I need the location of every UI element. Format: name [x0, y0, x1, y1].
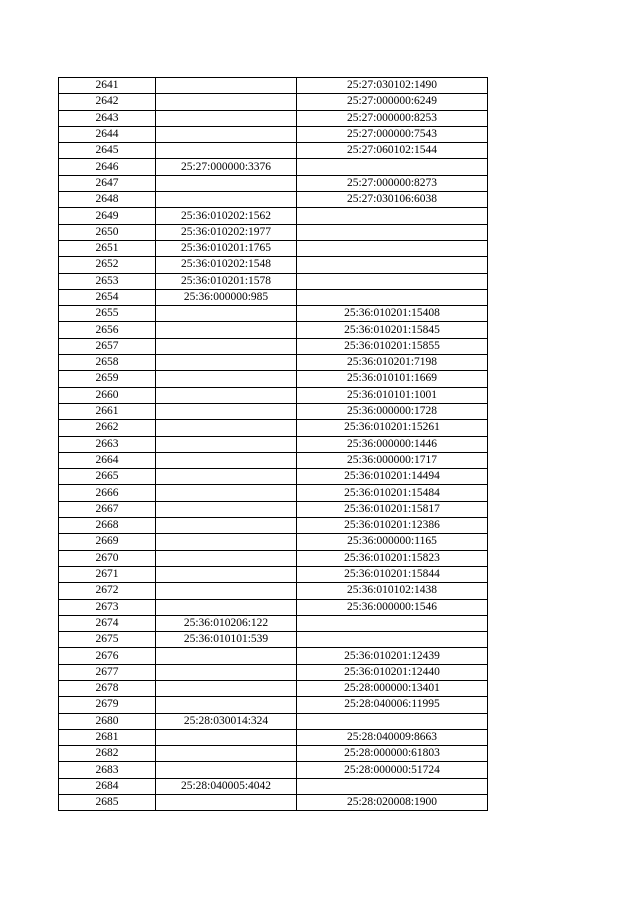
table-row	[59, 632, 488, 648]
cadastral-number-cell-a	[156, 534, 297, 550]
table-row	[59, 648, 488, 664]
row-number-cell: 2656	[59, 322, 156, 338]
cadastral-number-cell-a	[156, 518, 297, 534]
table-row	[59, 371, 488, 387]
cadastral-number-cell-a	[156, 501, 297, 517]
cadastral-number-cell-a: 25:36:010202:1548	[156, 257, 297, 273]
cadastral-number-cell-b: 25:27:000000:8273	[297, 175, 488, 191]
row-number-cell: 2671	[59, 566, 156, 582]
cadastral-number-cell-b	[297, 257, 488, 273]
cadastral-number-cell-b: 25:36:010102:1438	[297, 583, 488, 599]
cadastral-number-cell-a	[156, 469, 297, 485]
table-row	[59, 126, 488, 142]
row-number-cell: 2683	[59, 762, 156, 778]
row-number-cell: 2651	[59, 240, 156, 256]
cadastral-number-cell-a	[156, 94, 297, 110]
cadastral-number-cell-b: 25:36:010201:12386	[297, 518, 488, 534]
row-number-cell: 2673	[59, 599, 156, 615]
cadastral-number-cell-b	[297, 273, 488, 289]
cadastral-number-cell-b: 25:27:000000:7543	[297, 126, 488, 142]
cadastral-number-cell-b: 25:36:010201:15823	[297, 550, 488, 566]
cadastral-number-cell-b: 25:36:000000:1165	[297, 534, 488, 550]
table-row	[59, 322, 488, 338]
table-row	[59, 110, 488, 126]
cadastral-number-cell-b	[297, 713, 488, 729]
table-row	[59, 518, 488, 534]
cadastral-number-cell-b	[297, 632, 488, 648]
cadastral-number-cell-a: 25:28:030014:324	[156, 713, 297, 729]
row-number-cell: 2670	[59, 550, 156, 566]
cadastral-number-cell-b: 25:36:000000:1728	[297, 403, 488, 419]
cadastral-number-cell-b: 25:28:000000:13401	[297, 680, 488, 696]
table-row	[59, 762, 488, 778]
cadastral-number-cell-b	[297, 615, 488, 631]
cadastral-number-cell-a	[156, 436, 297, 452]
cadastral-number-cell-b: 25:27:000000:6249	[297, 94, 488, 110]
cadastral-number-cell-b: 25:36:000000:1717	[297, 452, 488, 468]
cadastral-number-cell-b: 25:27:060102:1544	[297, 143, 488, 159]
table-row	[59, 746, 488, 762]
cadastral-number-cell-a: 25:36:010202:1562	[156, 208, 297, 224]
table-body	[59, 78, 488, 811]
cadastral-number-cell-b: 25:36:010201:15261	[297, 420, 488, 436]
cadastral-number-cell-b: 25:36:010101:1001	[297, 387, 488, 403]
cadastral-number-cell-a	[156, 355, 297, 371]
row-number-cell: 2662	[59, 420, 156, 436]
cadastral-number-cell-b: 25:28:040009:8663	[297, 729, 488, 745]
row-number-cell: 2667	[59, 501, 156, 517]
cadastral-number-cell-b: 25:28:040006:11995	[297, 697, 488, 713]
table-row	[59, 550, 488, 566]
table-row	[59, 403, 488, 419]
cadastral-number-cell-a	[156, 110, 297, 126]
table-row	[59, 208, 488, 224]
row-number-cell: 2674	[59, 615, 156, 631]
cadastral-number-cell-a	[156, 680, 297, 696]
cadastral-number-cell-a	[156, 175, 297, 191]
row-number-cell: 2660	[59, 387, 156, 403]
cadastral-number-cell-b: 25:36:000000:1546	[297, 599, 488, 615]
cadastral-number-cell-a	[156, 452, 297, 468]
table-row	[59, 94, 488, 110]
table-row	[59, 501, 488, 517]
cadastral-number-cell-b: 25:27:030102:1490	[297, 78, 488, 94]
cadastral-number-cell-a	[156, 566, 297, 582]
row-number-cell: 2676	[59, 648, 156, 664]
table-row	[59, 583, 488, 599]
table-row	[59, 713, 488, 729]
cadastral-number-cell-a	[156, 306, 297, 322]
cadastral-number-cell-b: 25:36:010201:15855	[297, 338, 488, 354]
row-number-cell: 2679	[59, 697, 156, 713]
table-row	[59, 387, 488, 403]
row-number-cell: 2642	[59, 94, 156, 110]
cadastral-number-cell-b: 25:28:000000:61803	[297, 746, 488, 762]
row-number-cell: 2682	[59, 746, 156, 762]
cadastral-number-cell-b	[297, 208, 488, 224]
cadastral-number-cell-a	[156, 795, 297, 811]
table-row	[59, 436, 488, 452]
cadastral-number-cell-b: 25:36:010201:12439	[297, 648, 488, 664]
cadastral-number-cell-b	[297, 778, 488, 794]
table-row	[59, 452, 488, 468]
cadastral-number-cell-a	[156, 143, 297, 159]
row-number-cell: 2680	[59, 713, 156, 729]
table-row	[59, 306, 488, 322]
cadastral-number-cell-b: 25:36:010201:14494	[297, 469, 488, 485]
cadastral-number-cell-b	[297, 224, 488, 240]
row-number-cell: 2665	[59, 469, 156, 485]
cadastral-number-cell-a: 25:36:010201:1578	[156, 273, 297, 289]
cadastral-number-cell-a	[156, 192, 297, 208]
row-number-cell: 2672	[59, 583, 156, 599]
row-number-cell: 2666	[59, 485, 156, 501]
row-number-cell: 2648	[59, 192, 156, 208]
cadastral-number-cell-a	[156, 550, 297, 566]
table-row	[59, 420, 488, 436]
table-row	[59, 192, 488, 208]
row-number-cell: 2655	[59, 306, 156, 322]
table-row	[59, 615, 488, 631]
cadastral-number-cell-b: 25:27:000000:8253	[297, 110, 488, 126]
table-row	[59, 175, 488, 191]
row-number-cell: 2669	[59, 534, 156, 550]
cadastral-number-cell-a: 25:36:010201:1765	[156, 240, 297, 256]
cadastral-number-cell-b: 25:36:010201:15817	[297, 501, 488, 517]
row-number-cell: 2643	[59, 110, 156, 126]
row-number-cell: 2675	[59, 632, 156, 648]
row-number-cell: 2681	[59, 729, 156, 745]
table-row	[59, 338, 488, 354]
cadastral-number-cell-b: 25:36:010101:1669	[297, 371, 488, 387]
row-number-cell: 2663	[59, 436, 156, 452]
cadastral-number-cell-a	[156, 371, 297, 387]
cadastral-number-cell-a	[156, 583, 297, 599]
cadastral-number-cell-a	[156, 485, 297, 501]
cadastral-number-cell-a	[156, 762, 297, 778]
cadastral-number-cell-a	[156, 338, 297, 354]
table-row	[59, 599, 488, 615]
row-number-cell: 2659	[59, 371, 156, 387]
row-number-cell: 2658	[59, 355, 156, 371]
table-row	[59, 485, 488, 501]
table-row	[59, 355, 488, 371]
table-row	[59, 273, 488, 289]
cadastral-number-cell-b: 25:36:000000:1446	[297, 436, 488, 452]
row-number-cell: 2684	[59, 778, 156, 794]
cadastral-number-cell-b: 25:36:010201:15408	[297, 306, 488, 322]
cadastral-number-cell-b: 25:36:010201:15845	[297, 322, 488, 338]
row-number-cell: 2644	[59, 126, 156, 142]
table-row	[59, 729, 488, 745]
cadastral-number-cell-a: 25:28:040005:4042	[156, 778, 297, 794]
cadastral-number-cell-a	[156, 126, 297, 142]
table-row	[59, 697, 488, 713]
row-number-cell: 2641	[59, 78, 156, 94]
table-row	[59, 159, 488, 175]
row-number-cell: 2685	[59, 795, 156, 811]
table-row	[59, 240, 488, 256]
cadastral-number-cell-a: 25:36:010206:122	[156, 615, 297, 631]
cadastral-number-cell-a: 25:36:000000:985	[156, 289, 297, 305]
cadastral-number-cell-b: 25:28:000000:51724	[297, 762, 488, 778]
table-row	[59, 224, 488, 240]
row-number-cell: 2650	[59, 224, 156, 240]
cadastral-number-cell-b: 25:27:030106:6038	[297, 192, 488, 208]
table-row	[59, 78, 488, 94]
row-number-cell: 2678	[59, 680, 156, 696]
row-number-cell: 2657	[59, 338, 156, 354]
row-number-cell: 2661	[59, 403, 156, 419]
cadastral-number-cell-a	[156, 420, 297, 436]
cadastral-number-cell-a	[156, 322, 297, 338]
cadastral-number-cell-b: 25:36:010201:12440	[297, 664, 488, 680]
cadastral-number-cell-b: 25:36:010201:15484	[297, 485, 488, 501]
row-number-cell: 2654	[59, 289, 156, 305]
cadastral-number-cell-a	[156, 746, 297, 762]
cadastral-number-cell-a	[156, 729, 297, 745]
row-number-cell: 2645	[59, 143, 156, 159]
row-number-cell: 2649	[59, 208, 156, 224]
table-row	[59, 534, 488, 550]
cadastral-number-cell-a: 25:36:010101:539	[156, 632, 297, 648]
row-number-cell: 2677	[59, 664, 156, 680]
table-row	[59, 680, 488, 696]
cadastral-number-cell-b	[297, 240, 488, 256]
row-number-cell: 2652	[59, 257, 156, 273]
row-number-cell: 2653	[59, 273, 156, 289]
cadastral-number-cell-a: 25:27:000000:3376	[156, 159, 297, 175]
table-row	[59, 566, 488, 582]
cadastral-number-cell-a	[156, 664, 297, 680]
cadastral-number-cell-b	[297, 159, 488, 175]
table-row	[59, 143, 488, 159]
cadastral-number-cell-a	[156, 697, 297, 713]
cadastral-number-table	[58, 77, 488, 811]
table-row	[59, 778, 488, 794]
table-row	[59, 289, 488, 305]
row-number-cell: 2664	[59, 452, 156, 468]
table-row	[59, 469, 488, 485]
cadastral-number-cell-a	[156, 599, 297, 615]
table-row	[59, 664, 488, 680]
cadastral-number-cell-b	[297, 289, 488, 305]
row-number-cell: 2668	[59, 518, 156, 534]
cadastral-number-cell-a	[156, 387, 297, 403]
cadastral-number-cell-a: 25:36:010202:1977	[156, 224, 297, 240]
row-number-cell: 2646	[59, 159, 156, 175]
cadastral-number-cell-b: 25:36:010201:7198	[297, 355, 488, 371]
row-number-cell: 2647	[59, 175, 156, 191]
table-row	[59, 795, 488, 811]
cadastral-number-cell-a	[156, 403, 297, 419]
cadastral-number-cell-a	[156, 648, 297, 664]
cadastral-number-cell-a	[156, 78, 297, 94]
cadastral-number-cell-b: 25:28:020008:1900	[297, 795, 488, 811]
cadastral-number-cell-b: 25:36:010201:15844	[297, 566, 488, 582]
table-row	[59, 257, 488, 273]
